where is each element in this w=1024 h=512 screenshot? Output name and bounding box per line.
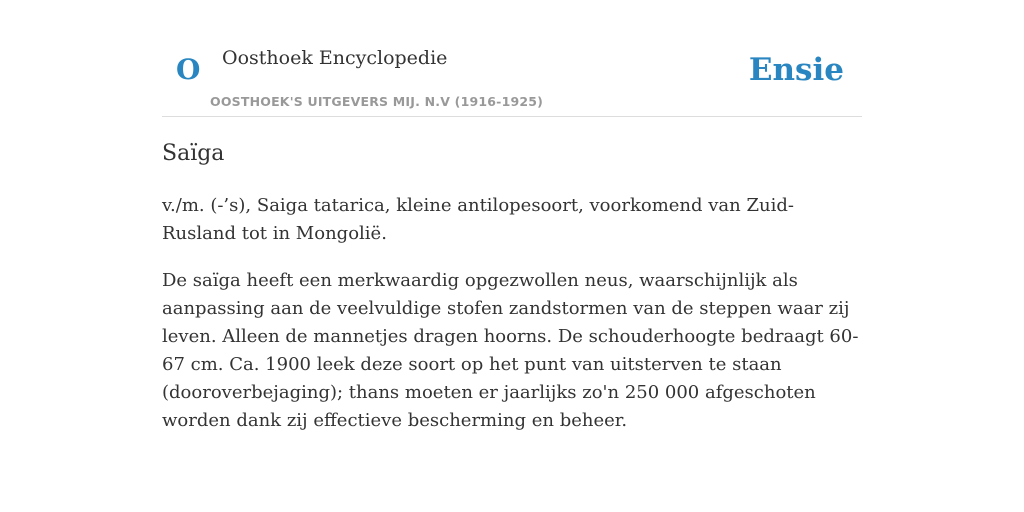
entry-content (162, 136, 862, 435)
entry-paragraph: De saïga heeft een merkwaardig opgezwollen neus, waarschijnlijk als aanpassing aan de veelvuldige stofen zandstormen van de steppen waar zij leven. Alleen de mannetjes dragen hoorns. De schouderhoogte bedraagt 60-67 cm. Ca. 1900 leek deze soort op het punt van uitsterven te staan (dooroverbejaging); thans moeten er jaarlijks zo'n 250 000 afgeschoten worden dank zij effectieve bescherming en beheer. (162, 270, 859, 431)
entry-paragraph: v./m. (-’s), Saiga tatarica, kleine antilopesoort, voorkomend van Zuid-Rusland tot in Mongolië. (162, 195, 794, 244)
entry-body (162, 192, 862, 435)
site-header (162, 40, 862, 117)
brand-logo-link[interactable]: Ensie (748, 52, 844, 88)
publisher-subtitle: OOSTHOEK'S UITGEVERS MIJ. N.V (1916-1925) (210, 94, 544, 109)
entry-title: Saïga (162, 141, 225, 166)
site-title-link[interactable]: Oosthoek Encyclopedie (222, 47, 448, 69)
logo-letter[interactable]: O (176, 53, 201, 86)
